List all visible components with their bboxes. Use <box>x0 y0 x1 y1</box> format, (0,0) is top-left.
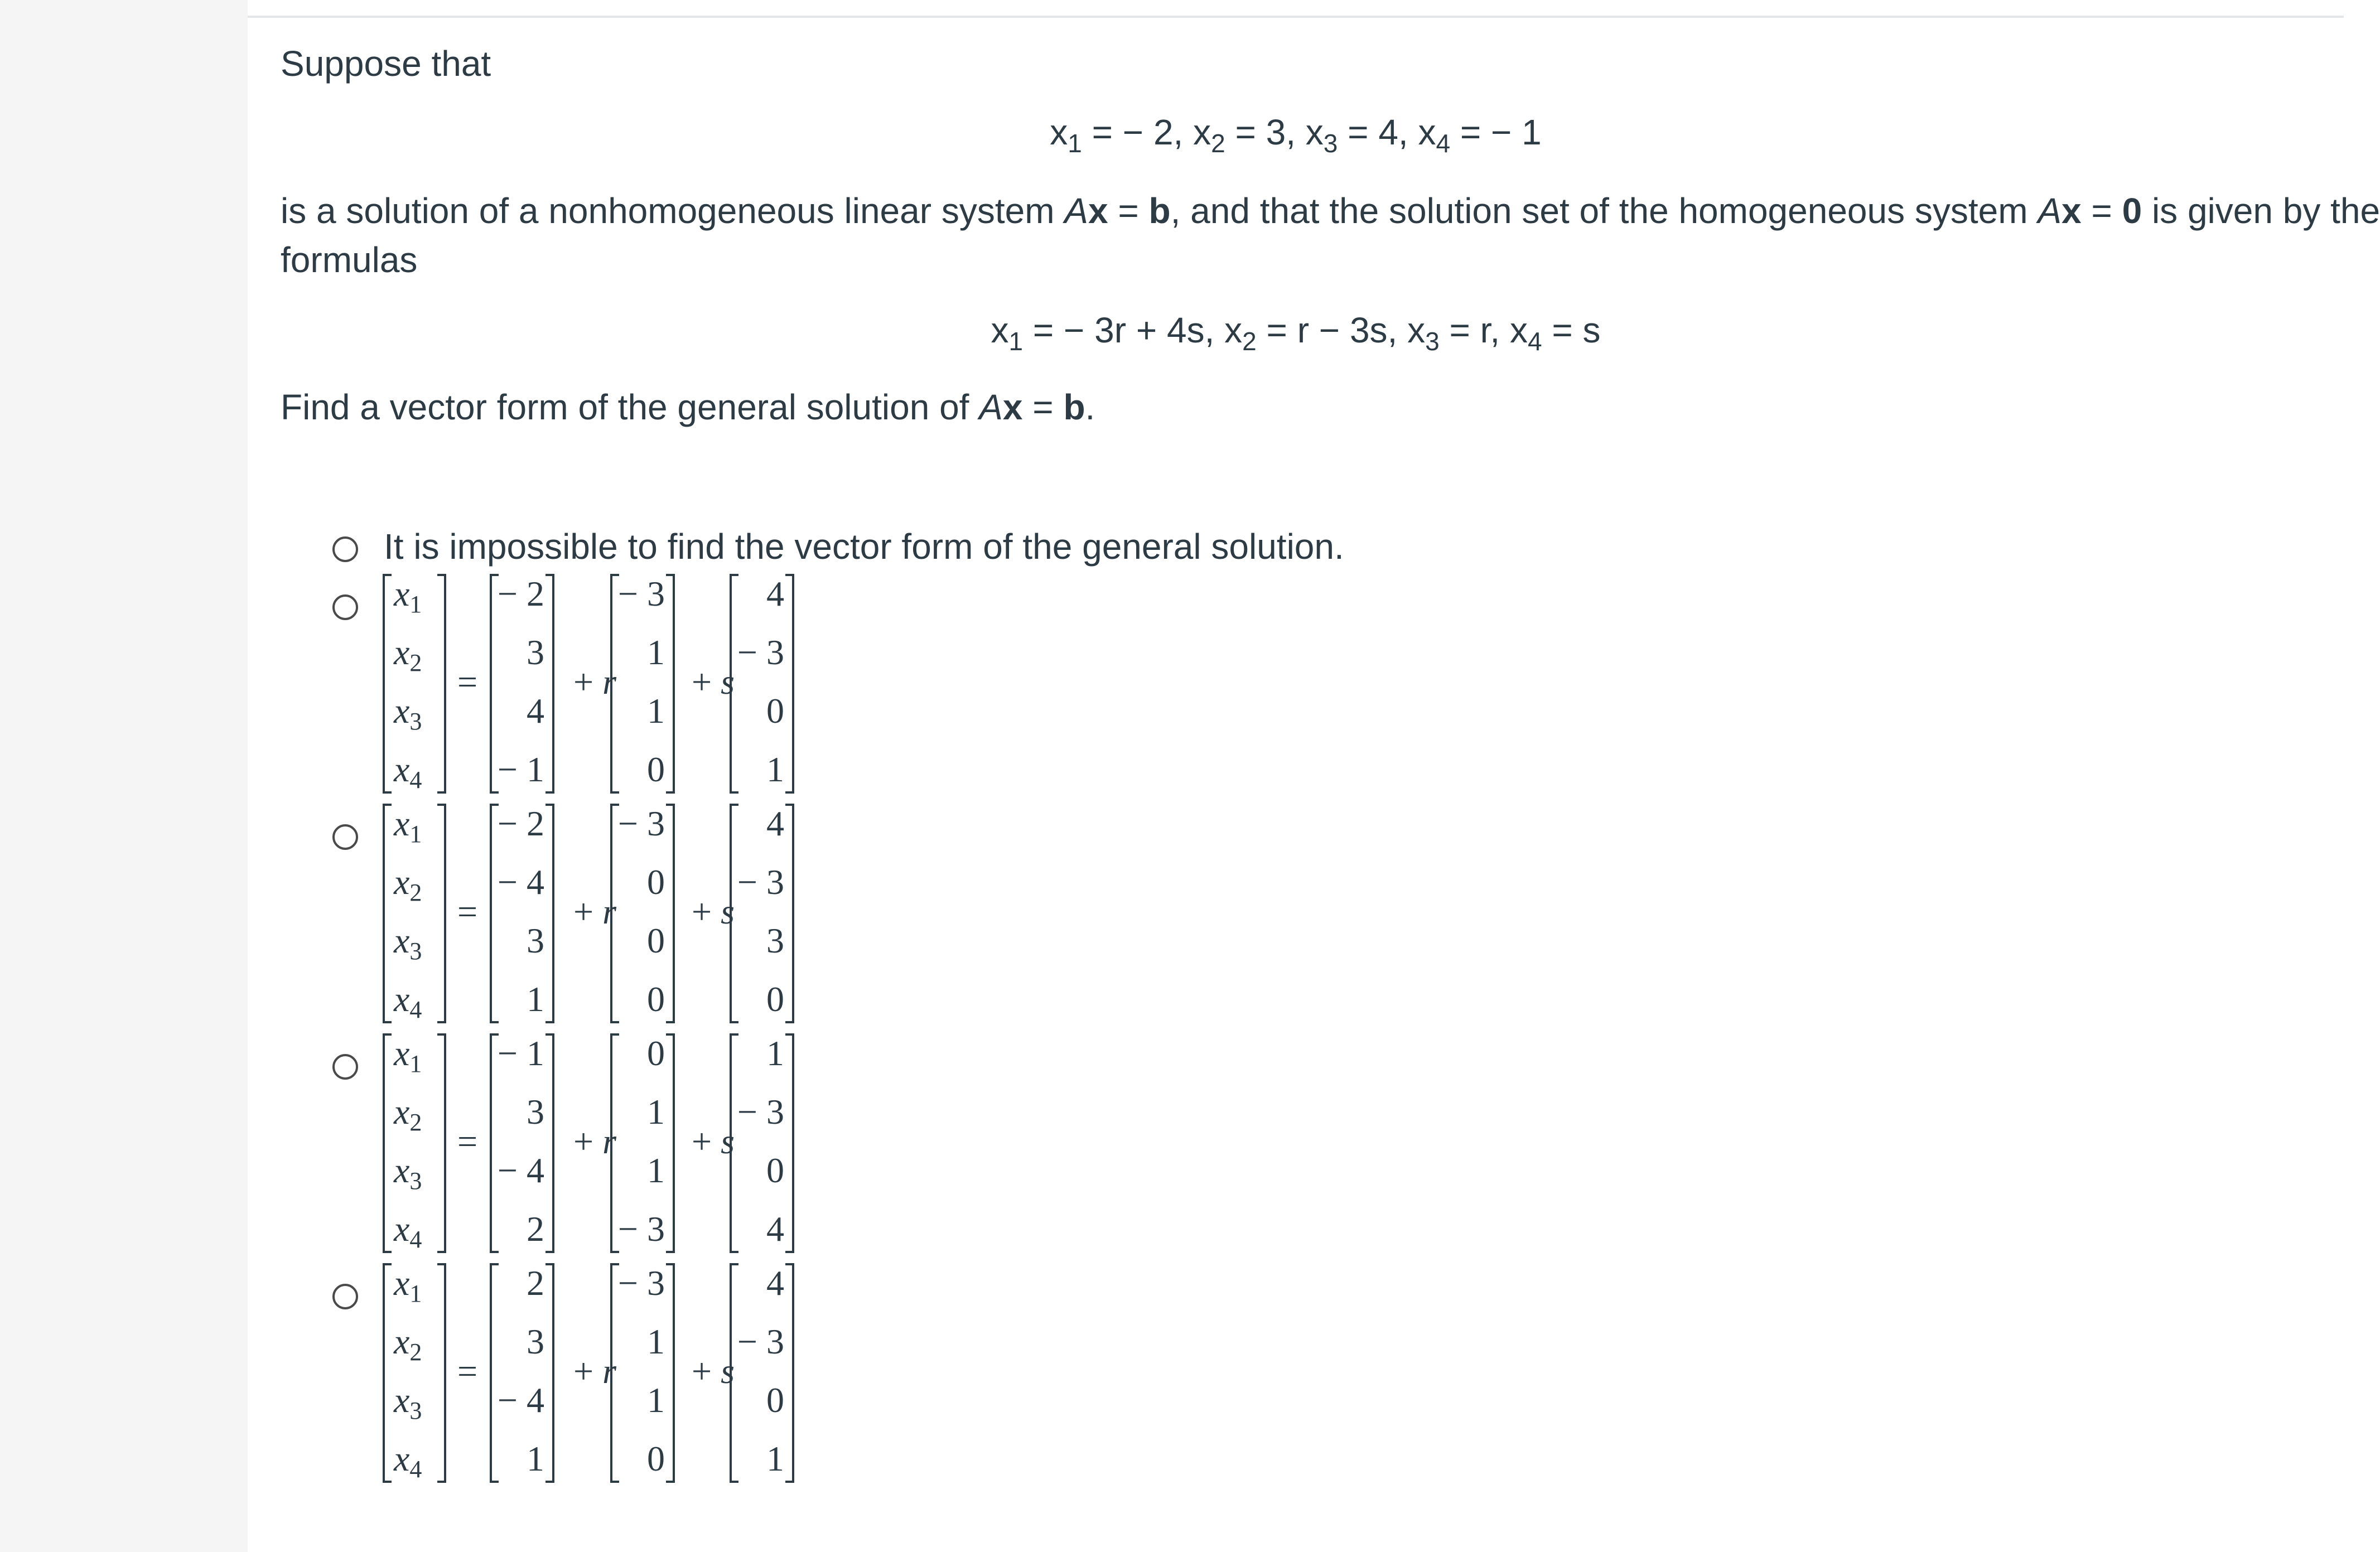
variable-entry: x3 <box>394 1150 422 1195</box>
variable-entry: x2 <box>394 862 422 906</box>
particular-entry: − 1 <box>497 1033 544 1073</box>
particular-entry: 3 <box>527 632 544 672</box>
plus-s-term: + s <box>692 892 735 931</box>
s-vector-entry: 1 <box>766 750 784 789</box>
r-vector-entry: 1 <box>647 691 665 731</box>
equals-sign: = <box>457 1351 478 1391</box>
s-vector-entry: 4 <box>766 804 784 843</box>
plus-r-term: + r <box>573 662 616 702</box>
r-vector-entry: 0 <box>647 921 665 960</box>
r-vector-entry: 0 <box>647 750 665 789</box>
r-vector-entry: 1 <box>647 632 665 672</box>
particular-solution-equation: $x_1$ = − 2, $x_2 = 3$, $x_3 = 4$, $x_4$ = − 1 <box>1050 112 1542 158</box>
plus-s-term: + s <box>692 1121 735 1161</box>
top-divider <box>248 16 2344 18</box>
s-vector-entry: 1 <box>766 1033 784 1073</box>
variable-entry: x4 <box>394 1439 422 1483</box>
particular-entry: 3 <box>527 1092 544 1132</box>
plus-s-term: + s <box>692 1351 735 1391</box>
s-vector-entry: 4 <box>766 574 784 613</box>
radio-button[interactable] <box>332 594 358 620</box>
option-label: It is impossible to find the vector form of the general solution. <box>384 526 1344 567</box>
particular-entry: 1 <box>527 1439 544 1478</box>
variable-entry: x3 <box>394 1380 422 1424</box>
s-vector-entry: − 3 <box>737 1322 784 1361</box>
s-vector-entry: 0 <box>766 1150 784 1190</box>
equals-sign: = <box>457 662 478 702</box>
question-prompt: Find a vector form of the general solution of Ax = b. <box>281 387 1095 427</box>
vector-equation <box>384 1261 1053 1507</box>
variable-entry: x1 <box>394 574 422 618</box>
r-vector-entry: − 3 <box>617 574 665 613</box>
s-vector-entry: 4 <box>766 1263 784 1303</box>
particular-entry: 3 <box>527 1322 544 1361</box>
particular-entry: − 1 <box>497 750 544 789</box>
s-vector-entry: 0 <box>766 979 784 1019</box>
s-vector-entry: 0 <box>766 691 784 731</box>
particular-entry: 2 <box>527 1263 544 1303</box>
homogeneous-solution-equation: $x_1$ = − 3r + 4s, $x_2 = r - 3s$, $x_3 = r$, $x_4 = s$ <box>991 310 1601 356</box>
s-vector-entry: − 3 <box>737 632 784 672</box>
plus-r-term: + r <box>573 1351 616 1391</box>
s-vector-entry: 3 <box>766 921 784 960</box>
s-vector-entry: − 3 <box>737 1092 784 1132</box>
system-description-line2: formulas <box>281 240 418 280</box>
particular-entry: − 4 <box>497 862 544 902</box>
plus-s-term: + s <box>692 662 735 702</box>
r-vector-entry: 0 <box>647 1033 665 1073</box>
vector-equation <box>384 1032 1053 1277</box>
variable-entry: x2 <box>394 1322 422 1366</box>
equals-sign: = <box>457 1121 478 1161</box>
particular-entry: 2 <box>527 1209 544 1249</box>
r-vector-entry: 0 <box>647 862 665 902</box>
intro-text: Suppose that <box>281 43 491 84</box>
variable-entry: x3 <box>394 921 422 965</box>
s-vector-entry: 1 <box>766 1439 784 1478</box>
r-vector-entry: 0 <box>647 1439 665 1478</box>
particular-entry: 3 <box>527 921 544 960</box>
r-vector-entry: 1 <box>647 1322 665 1361</box>
r-vector-entry: 1 <box>647 1092 665 1132</box>
particular-entry: − 2 <box>497 804 544 843</box>
s-vector-entry: − 3 <box>737 862 784 902</box>
r-vector-entry: 1 <box>647 1380 665 1420</box>
r-vector-entry: − 3 <box>617 804 665 843</box>
left-gutter <box>0 0 248 1552</box>
variable-entry: x1 <box>394 1263 422 1307</box>
particular-entry: 4 <box>527 691 544 731</box>
variable-entry: x2 <box>394 1092 422 1136</box>
radio-button[interactable] <box>332 1284 358 1309</box>
radio-button[interactable] <box>332 536 358 562</box>
r-vector-entry: 1 <box>647 1150 665 1190</box>
variable-entry: x4 <box>394 979 422 1023</box>
variable-entry: x4 <box>394 1209 422 1253</box>
radio-button[interactable] <box>332 1054 358 1080</box>
variable-entry: x1 <box>394 1033 422 1077</box>
variable-entry: x2 <box>394 632 422 676</box>
variable-entry: x3 <box>394 691 422 735</box>
particular-entry: − 2 <box>497 574 544 613</box>
variable-entry: x1 <box>394 804 422 848</box>
equals-sign: = <box>457 892 478 931</box>
s-vector-entry: 0 <box>766 1380 784 1420</box>
r-vector-entry: − 3 <box>617 1209 665 1249</box>
vector-equation <box>384 572 1053 818</box>
plus-r-term: + r <box>573 1121 616 1161</box>
particular-entry: − 4 <box>497 1380 544 1420</box>
plus-r-term: + r <box>573 892 616 931</box>
particular-entry: 1 <box>527 979 544 1019</box>
vector-equation <box>384 802 1053 1047</box>
s-vector-entry: 4 <box>766 1209 784 1249</box>
particular-entry: − 4 <box>497 1150 544 1190</box>
r-vector-entry: − 3 <box>617 1263 665 1303</box>
variable-entry: x4 <box>394 750 422 794</box>
radio-button[interactable] <box>332 824 358 850</box>
r-vector-entry: 0 <box>647 979 665 1019</box>
system-description: is a solution of a nonhomogeneous linear system Ax = b, and that the solution set of the homogeneous system Ax = 0 is given by the <box>281 191 2380 231</box>
